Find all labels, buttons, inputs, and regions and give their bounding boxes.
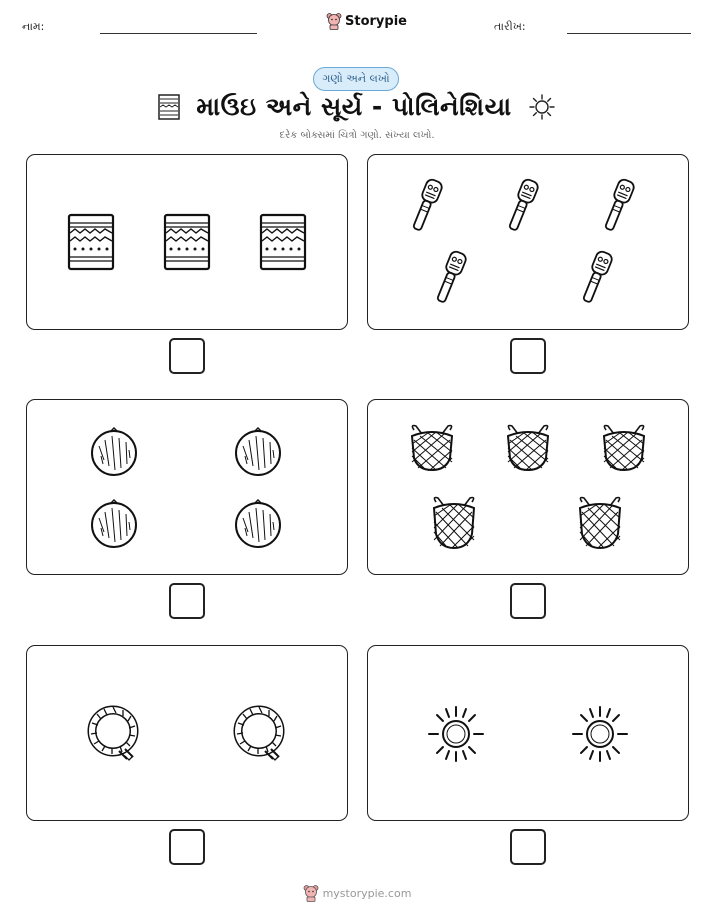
sun-icon	[426, 704, 486, 764]
tiki-club-icon	[578, 249, 614, 307]
activity-badge: ગણો અને લખો	[313, 67, 399, 91]
count-card-2	[367, 154, 689, 330]
count-card-3	[26, 399, 348, 575]
date-line[interactable]	[567, 33, 691, 34]
tapa-cloth-icon	[259, 213, 307, 271]
storypie-logo	[326, 12, 407, 30]
net-bag-icon	[574, 494, 626, 552]
tiki-club-icon	[408, 177, 444, 235]
answer-box-3[interactable]	[169, 583, 205, 619]
brand-name: Storypie	[345, 13, 407, 29]
count-card-5	[26, 645, 348, 821]
name-line[interactable]	[100, 33, 257, 34]
footer-url[interactable]: mystorypie.com	[322, 886, 412, 900]
net-bag-icon	[406, 422, 458, 472]
footer	[0, 884, 714, 902]
net-bag-icon	[428, 494, 480, 552]
title-row	[0, 92, 714, 122]
sun-icon	[570, 704, 630, 764]
count-card-1	[26, 154, 348, 330]
date-label: તારીખ:	[494, 20, 526, 33]
net-bag-icon	[598, 422, 650, 472]
tapa-cloth-icon	[158, 94, 180, 120]
rope-coil-icon	[85, 704, 141, 762]
coconut-icon	[89, 426, 139, 478]
coconut-icon	[89, 498, 139, 550]
coconut-icon	[233, 498, 283, 550]
tiki-club-icon	[432, 249, 468, 307]
bear-icon	[303, 884, 319, 902]
sun-icon	[528, 93, 556, 121]
answer-box-6[interactable]	[510, 829, 546, 865]
answer-box-1[interactable]	[169, 338, 205, 374]
coconut-icon	[233, 426, 283, 478]
name-label: નામ:	[22, 20, 45, 33]
answer-box-4[interactable]	[510, 583, 546, 619]
net-bag-icon	[502, 422, 554, 472]
tapa-cloth-icon	[67, 213, 115, 271]
bear-icon	[326, 12, 342, 30]
rope-coil-icon	[231, 704, 287, 762]
answer-box-5[interactable]	[169, 829, 205, 865]
tiki-club-icon	[600, 177, 636, 235]
tiki-club-icon	[504, 177, 540, 235]
count-card-6	[367, 645, 689, 821]
tapa-cloth-icon	[163, 213, 211, 271]
count-card-4	[367, 399, 689, 575]
answer-box-2[interactable]	[510, 338, 546, 374]
page-title: માઉઇ અને સૂર્ય - પોલિનેશિયા	[196, 92, 512, 121]
instructions: દરેક બોક્સમાં ચિત્રો ગણો. સંખ્યા લખો.	[279, 130, 435, 141]
